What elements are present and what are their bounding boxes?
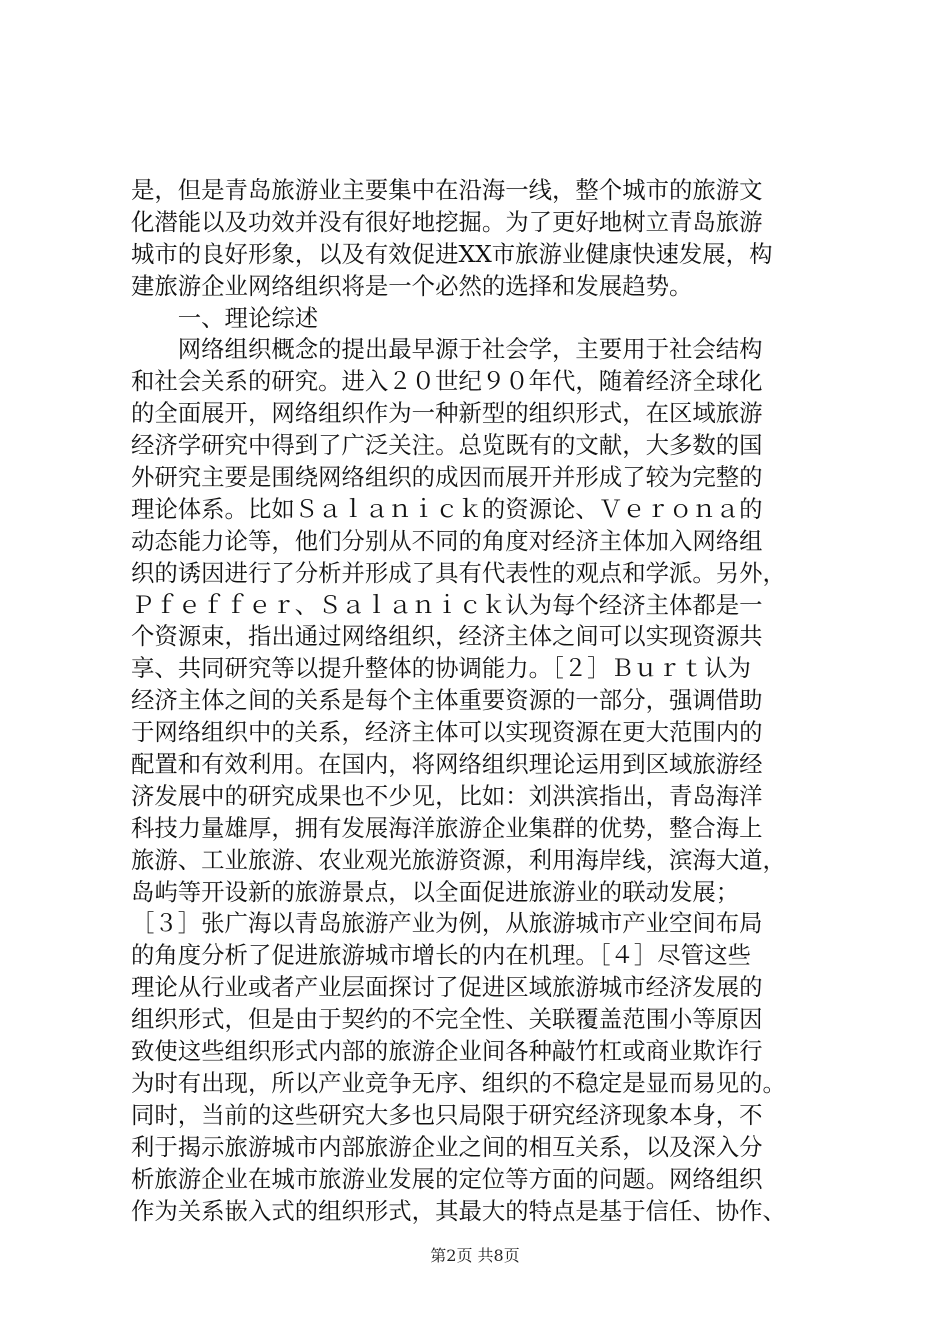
text-line: 网络组织概念的提出最早源于社会学，主要用于社会结构	[131, 335, 763, 364]
text-line: 济发展中的研究成果也不少见，比如：刘洪滨指出，青岛海洋	[131, 781, 763, 810]
text-line: 外研究主要是围绕网络组织的成因而展开并形成了较为完整的	[131, 463, 763, 492]
text-line: 理论体系。比如Ｓａｌａｎｉｃｋ的资源论、Ｖｅｒｏｎａ的	[131, 494, 763, 523]
text-line: 是，但是青岛旅游业主要集中在沿海一线，整个城市的旅游文	[131, 176, 763, 204]
text-line: 动态能力论等，他们分别从不同的角度对经济主体加入网络组	[131, 526, 763, 555]
text-line: 和社会关系的研究。进入２０世纪９０年代，随着经济全球化	[131, 367, 763, 396]
text-line: 旅游、工业旅游、农业观光旅游资源，利用海岸线，滨海大道，	[131, 845, 786, 874]
text-line: 同时，当前的这些研究大多也只局限于研究经济现象本身，不	[131, 1100, 763, 1129]
text-line: ［３］张广海以青岛旅游产业为例，从旅游城市产业空间布局	[131, 909, 763, 938]
text-line: 建旅游企业网络组织将是一个必然的选择和发展趋势。	[131, 271, 693, 300]
text-line: 组织形式，但是由于契约的不完全性、关联覆盖范围小等原因	[131, 1005, 763, 1034]
text-line: 岛屿等开设新的旅游景点，以全面促进旅游业的联动发展；	[131, 877, 740, 906]
text-line: 致使这些组织形式内部的旅游企业间各种敲竹杠或商业欺诈行	[131, 1037, 763, 1066]
text-line: 科技力量雄厚，拥有发展海洋旅游企业集群的优势，整合海上	[131, 813, 763, 842]
document-body-text	[131, 175, 856, 1227]
text-line: Ｐｆｅｆｆｅｒ、Ｓａｌａｎｉｃｋ认为每个经济主体都是一	[131, 590, 763, 619]
text-line: 经济学研究中得到了广泛关注。总览既有的文献，大多数的国	[131, 431, 763, 460]
text-line: 配置和有效利用。在国内，将网络组织理论运用到区域旅游经	[131, 750, 763, 779]
text-line: 的全面展开，网络组织作为一种新型的组织形式，在区域旅游	[131, 399, 763, 428]
text-line: 作为关系嵌入式的组织形式，其最大的特点是基于信任、协作、	[131, 1196, 786, 1225]
text-line: 理论从行业或者产业层面探讨了促进区域旅游城市经济发展的	[131, 973, 763, 1002]
text-line: 织的诱因进行了分析并形成了具有代表性的观点和学派。另外，	[131, 558, 786, 587]
text-line: 化潜能以及功效并没有很好地挖掘。为了更好地树立青岛旅游	[131, 207, 763, 236]
text-line: 一、理论综述	[131, 303, 319, 332]
text-line: 为时有出现，所以产业竞争无序、组织的不稳定是显而易见的。	[131, 1068, 786, 1097]
text-line: 享、共同研究等以提升整体的协调能力。［２］Ｂｕｒｔ认为	[131, 654, 751, 683]
page-footer: 第2页 共8页	[430, 1246, 520, 1265]
text-line: 个资源束，指出通过网络组织，经济主体之间可以实现资源共	[131, 622, 763, 651]
text-line: 析旅游企业在城市旅游业发展的定位等方面的问题。网络组织	[131, 1164, 763, 1193]
text-line: 于网络组织中的关系，经济主体可以实现资源在更大范围内的	[131, 718, 763, 747]
text-line: 利于揭示旅游城市内部旅游企业之间的相互关系，以及深入分	[131, 1132, 763, 1161]
text-line: 经济主体之间的关系是每个主体重要资源的一部分，强调借助	[131, 686, 763, 715]
text-line: 的角度分析了促进旅游城市增长的内在机理。［４］尽管这些	[131, 941, 751, 970]
text-line: 城市的良好形象，以及有效促进XX市旅游业健康快速发展，构	[131, 239, 773, 268]
